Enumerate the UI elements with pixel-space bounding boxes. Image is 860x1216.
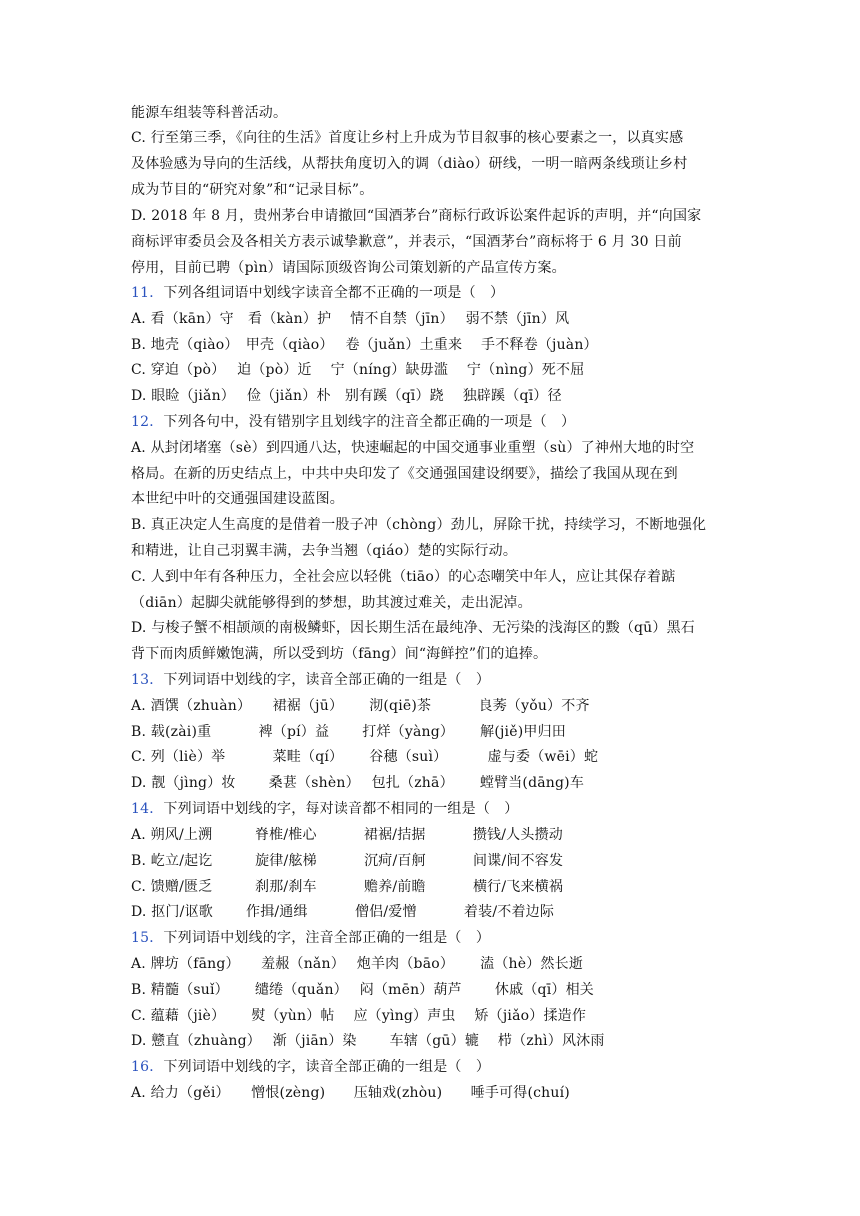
option-line: D. 眼睑（jiǎn） 俭（jiǎn）朴 别有蹊（qī）跷 独辟蹊（qī）径 [131, 388, 562, 404]
option-line: B. 精髓（suǐ） 缱绻（quǎn） 闷（mēn）葫芦 休戚（qī）相关 [131, 982, 594, 998]
option-line: A. 看（kān）守 看（kàn）护 情不自禁（jīn） 弱不禁（jīn）风 [131, 311, 570, 327]
option-line: B. 地壳（qiào） 甲壳（qiào） 卷（juǎn）土重来 手不释卷（juàn） [131, 337, 598, 353]
question-16-title: 16．下列词语中划线的字，读音全部正确的一组是（ ） [131, 1059, 491, 1075]
text-line: 停用，目前已聘（pìn）请国际顶级咨询公司策划新的产品宣传方案。 [131, 260, 566, 276]
option-line: A. 酒馔（zhuàn） 裙裾（jū） 沏(qiē)茶 良莠（yǒu）不齐 [131, 698, 590, 714]
text-line: B. 真正决定人生高度的是借着一股子冲（chòng）劲儿，屏除干扰，持续学习，不断地强化 [131, 517, 707, 533]
text-line: 及体验感为导向的生活线，从帮扶角度切入的调（diào）研线，一明一暗两条线琐让乡村 [131, 156, 688, 172]
text-line: 商标评审委员会及各相关方表示诚挚歉意”，并表示，“国酒茅台”商标将于 6 月 30 日前 [131, 234, 682, 250]
option-line: A. 朔风/上溯 脊椎/椎心 裙裾/拮据 攒钱/人头攒动 [131, 827, 563, 843]
option-line: B. 屹立/起讫 旋律/舷梯 沉疴/百舸 间谍/间不容发 [131, 853, 564, 869]
text-line: 格局。在新的历史结点上，中共中央印发了《交通强国建设纲要》，描绘了我国从现在到 [131, 466, 678, 482]
option-line: C. 馈赠/匮乏 刹那/刹车 赡养/前瞻 横行/飞来横祸 [131, 879, 564, 895]
question-11-title: 11．下列各组词语中划线字读音全都不正确的一项是（ ） [131, 285, 505, 301]
question-13-title: 13．下列词语中划线的字，读音全部正确的一组是（ ） [131, 672, 491, 688]
question-12-title: 12．下列各句中，没有错别字且划线字的注音全都正确的一项是（ ） [131, 414, 576, 430]
option-line: C. 蕴藉（jiè） 熨（yùn）帖 应（yìng）声虫 矫（jiǎo）揉造作 [131, 1008, 587, 1024]
text-line: 和精进，让自己羽翼丰满，去争当翘（qiáo）楚的实际行动。 [131, 543, 518, 559]
option-line: D. 靓（jìng）妆 桑葚（shèn） 包扎（zhā） 螳臂当(dāng)车 [131, 775, 585, 791]
option-line: C. 列（liè）举 菜畦（qí） 谷穗（suì） 虚与委（wēi）蛇 [131, 749, 599, 765]
option-line: B. 载(zài)重 裨（pí）益 打烊（yàng） 解(jiě)甲归田 [131, 724, 566, 740]
option-line: A. 给力（gěi） 憎恨(zèng) 压轴戏(zhòu) 唾手可得(chuí) [131, 1085, 570, 1101]
question-15-title: 15．下列词语中划线的字，注音全部正确的一组是（ ） [131, 930, 491, 946]
option-line: A. 牌坊（fāng） 羞赧（nǎn） 炮羊肉（bāo） 溘（hè）然长逝 [131, 956, 584, 972]
text-line: C. 人到中年有各种压力，全社会应以轻佻（tiāo）的心态嘲笑中年人，应让其保存着踮 [131, 569, 676, 585]
option-line: D. 抠门/讴歌 作揖/通缉 僧侣/爱憎 着装/不着边际 [131, 904, 555, 920]
text-line: 本世纪中叶的交通强国建设蓝图。 [131, 491, 344, 507]
text-line: 能源车组装等科普活动。 [131, 105, 288, 121]
question-14-title: 14．下列词语中划线的字，每对读音都不相同的一组是（ ） [131, 801, 519, 817]
option-line: D. 戆直（zhuàng） 渐（jiān）染 车辖（gū）辘 栉（zhì）风沐雨 [131, 1033, 605, 1049]
text-line: D. 与梭子蟹不相颉颃的南极鳞虾，因长期生活在最纯净、无污染的浅海区的黢（qū）黑石 [131, 620, 696, 636]
text-line: 成为节目的“研究对象”和“记录目标”。 [131, 182, 374, 198]
text-line: （diān）起脚尖就能够得到的梦想，助其渡过难关，走出泥淖。 [131, 595, 532, 611]
option-line: C. 穿迫（pò） 迫（pò）近 宁（níng）缺毋滥 宁（nìng）死不屈 [131, 362, 585, 378]
text-line: D. 2018 年 8 月，贵州茅台申请撤回“国酒茅台”商标行政诉讼案件起诉的声明，并“向国家 [131, 208, 702, 224]
text-line: C. 行至第三季，《向往的生活》首度让乡村上升成为节目叙事的核心要素之一，以真实感 [131, 130, 684, 146]
text-line: 背下而肉质鲜嫩饱满，所以受到坊（fāng）间“海鲜控”们的追捧。 [131, 646, 548, 662]
text-line: A. 从封闭堵塞（sè）到四通八达，快速崛起的中国交通事业重塑（sù）了神州大地的时空 [131, 440, 695, 456]
